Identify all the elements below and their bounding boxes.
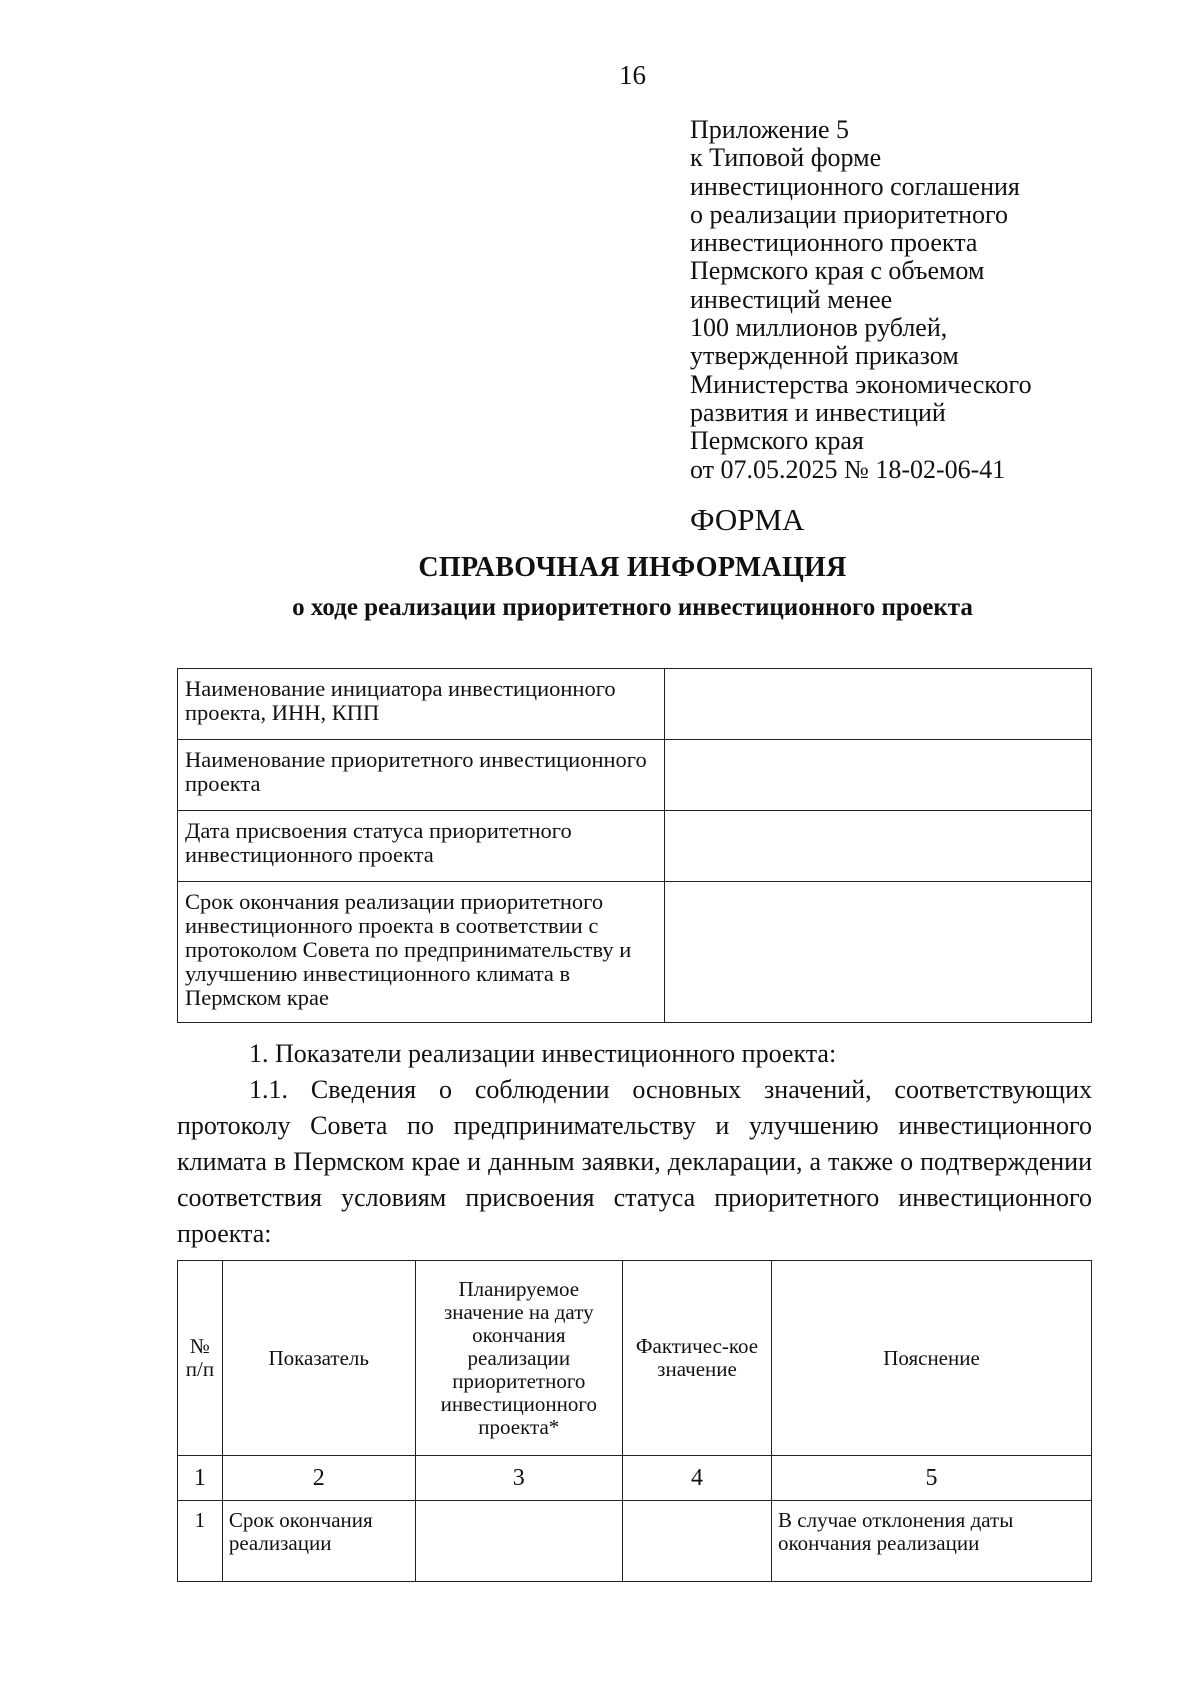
- page-number: 16: [619, 60, 646, 90]
- info-value-cell: [665, 882, 1092, 1023]
- column-numbers-row: [178, 1456, 1092, 1501]
- appendix-line: к Типовой форме: [690, 143, 882, 173]
- column-header-actual: Фактичес-кое значение: [623, 1261, 772, 1456]
- column-number: 3: [415, 1456, 622, 1501]
- forma-label: ФОРМА: [690, 502, 805, 537]
- info-label: Наименование инициатора инвестиционного проекта, ИНН, КПП: [178, 669, 665, 740]
- appendix-line: от 07.05.2025 № 18-02-06-41: [690, 454, 1006, 484]
- row-explanation: В случае отклонения даты окончания реализации: [772, 1501, 1092, 1582]
- info-label: Срок окончания реализации приоритетного инвестиционного проекта в соответствии с протоколом Совета по предпринимательству и улучшению инвестиционного климата в Пермском крае: [178, 882, 665, 1023]
- section-1-heading: 1. Показатели реализации инвестиционного проекта:: [249, 1039, 837, 1068]
- appendix-line: инвестиций менее: [690, 284, 893, 314]
- column-header-indicator: Показатель: [222, 1261, 415, 1456]
- appendix-line: о реализации приоритетного: [690, 199, 1009, 229]
- table-row: [178, 740, 1092, 811]
- column-header-number: № п/п: [178, 1261, 223, 1456]
- info-value-cell: [665, 669, 1092, 740]
- appendix-line: Пермского края с объемом: [690, 256, 985, 286]
- column-header-explanation: Пояснение: [772, 1261, 1092, 1456]
- info-label: Дата присвоения статуса приоритетного инвестиционного проекта: [178, 811, 665, 882]
- project-info-table: [177, 668, 1092, 1023]
- info-label: Наименование приоритетного инвестиционного проекта: [178, 740, 665, 811]
- appendix-line: утвержденной приказом: [690, 341, 959, 371]
- appendix-line: инвестиционного соглашения: [690, 171, 1020, 201]
- column-number: 1: [178, 1456, 223, 1501]
- info-value-cell: [665, 740, 1092, 811]
- row-planned-value: [415, 1501, 622, 1582]
- appendix-line: инвестиционного проекта: [690, 228, 978, 258]
- info-value-cell: [665, 811, 1092, 882]
- column-header-planned: Планируемое значение на дату окончания реализации приоритетного инвестиционного проекта*: [415, 1261, 622, 1456]
- table-row: [178, 811, 1092, 882]
- table-header-row: [178, 1261, 1092, 1456]
- row-number: 1: [178, 1501, 223, 1582]
- document-subtitle: о ходе реализации приоритетного инвестиционного проекта: [292, 594, 973, 621]
- column-number: 2: [222, 1456, 415, 1501]
- document-title: СПРАВОЧНАЯ ИНФОРМАЦИЯ: [418, 552, 847, 583]
- table-row: [178, 882, 1092, 1023]
- appendix-line: Приложение 5: [690, 115, 850, 144]
- indicators-table: [177, 1260, 1092, 1582]
- appendix-block: [690, 116, 1150, 484]
- table-row: [178, 1501, 1092, 1582]
- appendix-line: Министерства экономического: [690, 369, 1032, 399]
- row-actual-value: [623, 1501, 772, 1582]
- column-number: 5: [772, 1456, 1092, 1501]
- row-indicator: Срок окончания реализации: [222, 1501, 415, 1582]
- appendix-line: Пермского края: [690, 426, 864, 456]
- column-number: 4: [623, 1456, 772, 1501]
- appendix-line: 100 миллионов рублей,: [690, 313, 948, 343]
- table-row: [178, 669, 1092, 740]
- section-1-1-paragraph: 1.1. Сведения о соблюдении основных значений, соответствующих протоколу Совета по предпринимательству и улучшению инвестиционного климата в Пермском крае и данным заявки, декларации, а также о подтверждении соответствия условиям присвоения статуса приоритетного инвестиционного проекта:: [177, 1075, 1092, 1248]
- appendix-line: развития и инвестиций: [690, 397, 946, 427]
